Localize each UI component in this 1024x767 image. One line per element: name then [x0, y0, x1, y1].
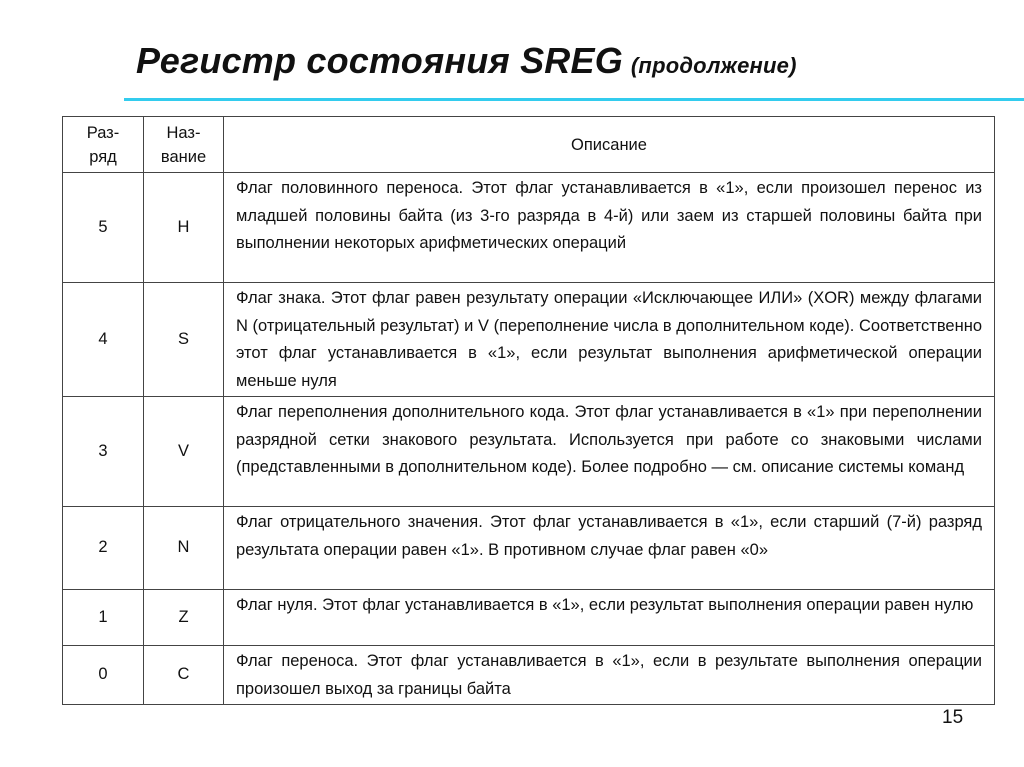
slide-title-main: Регистр состояния SREG — [136, 40, 623, 81]
page-number: 15 — [942, 707, 964, 728]
slide-title — [136, 40, 797, 82]
table-row — [63, 507, 995, 590]
row-description: Флаг половинного переноса. Этот флаг устанавливается в «1», если произошел перенос из младшей половины байта (из 3-го разряда в 4-й) или заем из старшей половины байта при выполнении некоторых арифметических операций — [224, 173, 995, 283]
row-flag-name: C — [144, 646, 224, 705]
row-bit: 2 — [63, 507, 144, 590]
row-flag-name: V — [144, 397, 224, 507]
row-description: Флаг нуля. Этот флаг устанавливается в «1», если результат выполнения операции равен нулю — [224, 590, 995, 646]
row-description: Флаг знака. Этот флаг равен результату операции «Исключающее ИЛИ» (XOR) между флагами N (отрицательный результат) и V (переполнение числа в дополнительном коде). Соответственно этот флаг устанавливается в «1», если результат выполнения арифметической операции меньше нуля — [224, 283, 995, 397]
title-underline — [124, 98, 1024, 101]
row-flag-name: S — [144, 283, 224, 397]
table-row — [63, 283, 995, 397]
table-row — [63, 173, 995, 283]
row-bit: 3 — [63, 397, 144, 507]
row-bit: 1 — [63, 590, 144, 646]
table-row — [63, 590, 995, 646]
sreg-flags-table — [62, 116, 995, 705]
slide-title-subtitle: (продолжение) — [630, 53, 797, 78]
row-bit: 4 — [63, 283, 144, 397]
row-description: Флаг переноса. Этот флаг устанавливается в «1», если в результате выполнения операции произошел выход за границы байта — [224, 646, 995, 705]
header-bit: Раз- ряд — [63, 117, 144, 173]
row-bit: 5 — [63, 173, 144, 283]
row-flag-name: N — [144, 507, 224, 590]
header-description: Описание — [224, 117, 995, 173]
table-row — [63, 397, 995, 507]
row-description: Флаг отрицательного значения. Этот флаг устанавливается в «1», если старший (7-й) разряд результата операции равен «1». В противном случае флаг равен «0» — [224, 507, 995, 590]
row-description: Флаг переполнения дополнительного кода. Этот флаг устанавливается в «1» при переполнении разрядной сетки знакового результата. Используется при работе со знаковыми числами (представленными в дополнительном коде). Более подробно — см. описание системы команд — [224, 397, 995, 507]
header-name: Наз- вание — [144, 117, 224, 173]
row-bit: 0 — [63, 646, 144, 705]
table-header-row — [63, 117, 995, 173]
row-flag-name: H — [144, 173, 224, 283]
row-flag-name: Z — [144, 590, 224, 646]
table-row — [63, 646, 995, 705]
